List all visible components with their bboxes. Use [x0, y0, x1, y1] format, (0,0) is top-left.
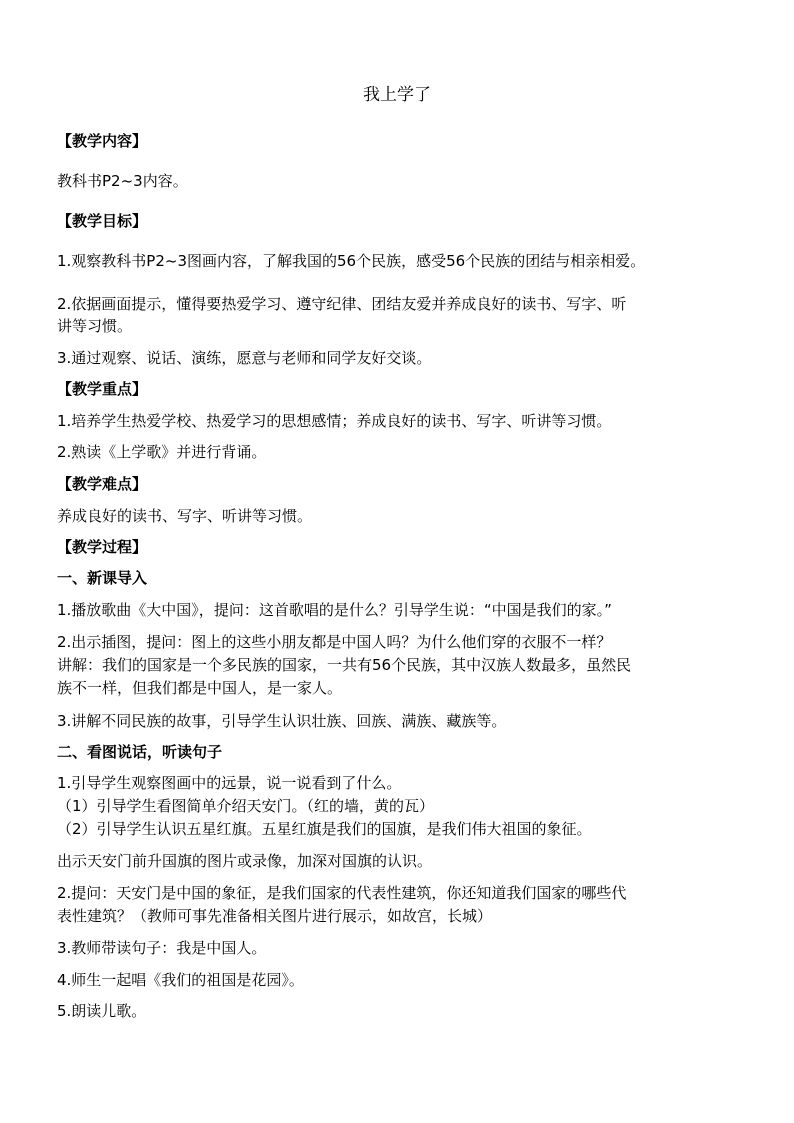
- page-title: 我上学了: [363, 85, 431, 105]
- goal-item-3: 3.通过观察、说话、演练，愿意与老师和同学友好交谈。: [57, 349, 432, 367]
- difficulty-text: 养成良好的读书、写字、听讲等习惯。: [57, 507, 313, 525]
- part2-item-1b: （2）引导学生认识五星红旗。五星红旗是我们的国旗，是我们伟大祖国的象征。: [57, 820, 592, 838]
- part1-item-2: 2.出示插图，提问：图上的这些小朋友都是中国人吗？为什么他们穿的衣服不一样？: [57, 633, 612, 651]
- section-heading-goals: 【教学目标】: [57, 212, 148, 230]
- part2-item-1a: （1）引导学生看图简单介绍天安门。（红的墙，黄的瓦）: [57, 797, 435, 815]
- part1-item-explain: 讲解：我们的国家是一个多民族的国家，一共有56个民族，其中汉族人数最多，虽然民: [57, 656, 632, 674]
- part1-item-explain-cont: 族不一样，但我们都是中国人，是一家人。: [57, 679, 343, 697]
- part1-item-3: 3.讲解不同民族的故事，引导学生认识壮族、回族、满族、藏族等。: [57, 712, 507, 730]
- key-item-2: 2.熟读《上学歌》并进行背诵。: [57, 443, 267, 461]
- part1-heading: 一、新课导入: [57, 569, 148, 587]
- section-heading-content: 【教学内容】: [57, 132, 148, 150]
- part2-item-4: 4.师生一起唱《我们的祖国是花园》。: [57, 971, 304, 989]
- goal-item-2-cont: 讲等习惯。: [57, 317, 133, 335]
- part2-item-flag: 出示天安门前升国旗的图片或录像，加深对国旗的认识。: [57, 852, 433, 870]
- part2-item-2-cont: 表性建筑？（教师可事先准备相关图片进行展示，如故宫，长城）: [57, 907, 493, 925]
- section-heading-process: 【教学过程】: [57, 538, 148, 556]
- part2-item-3: 3.教师带读句子：我是中国人。: [57, 939, 267, 957]
- part1-item-1: 1.播放歌曲《大中国》，提问：这首歌唱的是什么？引导学生说：“中国是我们的家。”: [57, 601, 612, 619]
- content-text: 教科书P2~3内容。: [57, 172, 188, 190]
- key-item-1: 1.培养学生热爱学校、热爱学习的思想感情；养成良好的读书、写字、听讲等习惯。: [57, 412, 612, 430]
- part2-item-1: 1.引导学生观察图画中的远景，说一说看到了什么。: [57, 774, 402, 792]
- goal-item-2: 2.依据画面提示，懂得要热爱学习、遵守纪律、团结友爱并养成良好的读书、写字、听: [57, 295, 627, 313]
- section-heading-difficulty: 【教学难点】: [57, 475, 148, 493]
- section-heading-key: 【教学重点】: [57, 380, 148, 398]
- part2-item-2: 2.提问：天安门是中国的象征，是我们国家的代表性建筑，你还知道我们国家的哪些代: [57, 884, 627, 902]
- part2-heading: 二、看图说话，听读句子: [57, 743, 223, 761]
- goal-item-1: 1.观察教科书P2~3图画内容，了解我国的56个民族，感受56个民族的团结与相亲相爱。: [57, 252, 646, 270]
- part2-item-5: 5.朗读儿歌。: [57, 1002, 147, 1020]
